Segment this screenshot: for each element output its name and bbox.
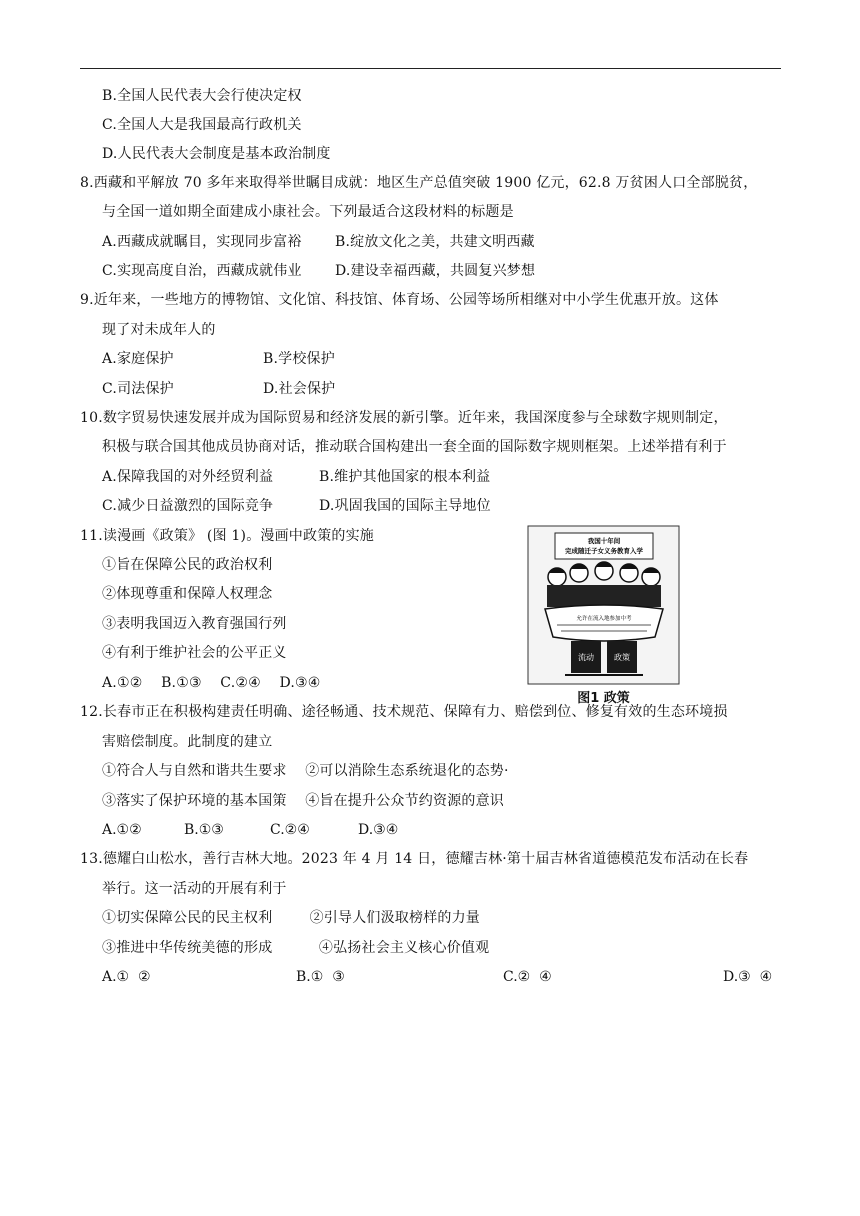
q11-statement-2: ②体现尊重和保障人权理念	[102, 586, 273, 602]
q12-option-a: A.①②	[102, 822, 142, 838]
figure-caption: 图1 政策	[577, 691, 630, 706]
q12-option-d: D.③④	[358, 822, 399, 838]
q8-stem-line-1: 8.西藏和平解放 70 多年来取得举世瞩目成就：地区生产总值突破 1900 亿元，62.8 万贫困人口全部脱贫，	[80, 175, 758, 191]
q13-option-a: A.① ②	[102, 969, 151, 985]
q11-statement-1: ①旨在保障公民的政治权利	[102, 557, 273, 573]
q8-option-a: A.西藏成就瞩目，实现同步富裕	[102, 234, 302, 250]
q12-stem-line-2: 害赔偿制度。此制度的建立	[102, 734, 273, 750]
header-rule	[80, 68, 781, 69]
q7-option-d: D.人民代表大会制度是基本政治制度	[102, 146, 331, 162]
q7-option-c: C.全国人大是我国最高行政机关	[102, 117, 302, 133]
q9-option-a: A.家庭保护	[102, 351, 174, 367]
q12-option-c: C.②④	[270, 822, 310, 838]
q10-option-d: D.巩固我国的国际主导地位	[319, 498, 491, 514]
q10-option-b: B.维护其他国家的根本利益	[319, 469, 491, 485]
q11-statement-4: ④有利于维护社会的公平正义	[102, 645, 287, 661]
sign-text: 允许在流入地参加中考	[576, 616, 632, 622]
pillar-left-label: 流动	[578, 653, 594, 662]
q9-option-c: C.司法保护	[102, 381, 174, 397]
q7-option-b: B.全国人民代表大会行使决定权	[102, 88, 302, 104]
q13-stem-line-1: 13.德耀白山松水，善行吉林大地。2023 年 4 月 14 日，德耀吉林·第十届吉林省道德模范发布活动在长春	[80, 851, 749, 867]
banner-text-line-1: 我国十年间	[587, 537, 621, 545]
q11-stem: 11.读漫画《政策》 (图 1)。漫画中政策的实施	[80, 528, 374, 544]
q12-statements-1-2: ①符合人与自然和谐共生要求 ②可以消除生态系统退化的态势·	[102, 763, 509, 779]
q13-statements-1-2: ①切实保障公民的民主权利 ②引导人们汲取榜样的力量	[102, 910, 480, 926]
q12-stem-line-1: 12.长春市正在积极构建责任明确、途径畅通、技术规范、保障有力、赔偿到位、修复有效的生态环境损	[80, 704, 728, 720]
q13-option-b: B.① ③	[296, 969, 345, 985]
q11-options: A.①② B.①③ C.②④ D.③④	[102, 675, 321, 691]
q11-statement-3: ③表明我国迈入教育强国行列	[102, 616, 287, 632]
pillar-right-label: 政策	[614, 653, 630, 662]
q9-option-b: B.学校保护	[263, 351, 335, 367]
cartoon-illustration	[527, 525, 680, 685]
cartoon-figure	[527, 525, 680, 706]
q10-option-a: A.保障我国的对外经贸利益	[102, 469, 274, 485]
banner-text-line-2: 完成随迁子女义务教育入学	[565, 547, 643, 555]
q10-stem-line-1: 10.数字贸易快速发展并成为国际贸易和经济发展的新引擎。近年来，我国深度参与全球数字规则制定，	[80, 410, 728, 426]
q13-statements-3-4: ③推进中华传统美德的形成 ④弘扬社会主义核心价值观	[102, 940, 490, 956]
q8-option-c: C.实现高度自治，西藏成就伟业	[102, 263, 302, 279]
q12-statements-3-4: ③落实了保护环境的基本国策 ④旨在提升公众节约资源的意识	[102, 793, 504, 809]
q12-option-b: B.①③	[184, 822, 224, 838]
q9-option-d: D.社会保护	[263, 381, 336, 397]
q13-stem-line-2: 举行。这一活动的开展有利于	[102, 881, 287, 897]
q10-stem-line-2: 积极与联合国其他成员协商对话，推动联合国构建出一套全面的国际数字规则框架。上述举措有利于	[102, 439, 727, 455]
q10-option-c: C.减少日益激烈的国际竞争	[102, 498, 274, 514]
q13-option-c: C.② ④	[503, 969, 552, 985]
q9-stem-line-2: 现了对未成年人的	[102, 322, 216, 338]
q8-option-d: D.建设幸福西藏，共圆复兴梦想	[335, 263, 536, 279]
q8-option-b: B.绽放文化之美，共建文明西藏	[335, 234, 535, 250]
q13-option-d: D.③ ④	[723, 969, 773, 985]
q8-stem-line-2: 与全国一道如期全面建成小康社会。下列最适合这段材料的标题是	[102, 204, 514, 220]
q9-stem-line-1: 9.近年来，一些地方的博物馆、文化馆、科技馆、体育场、公园等场所相继对中小学生优惠开放。这体	[80, 292, 719, 308]
